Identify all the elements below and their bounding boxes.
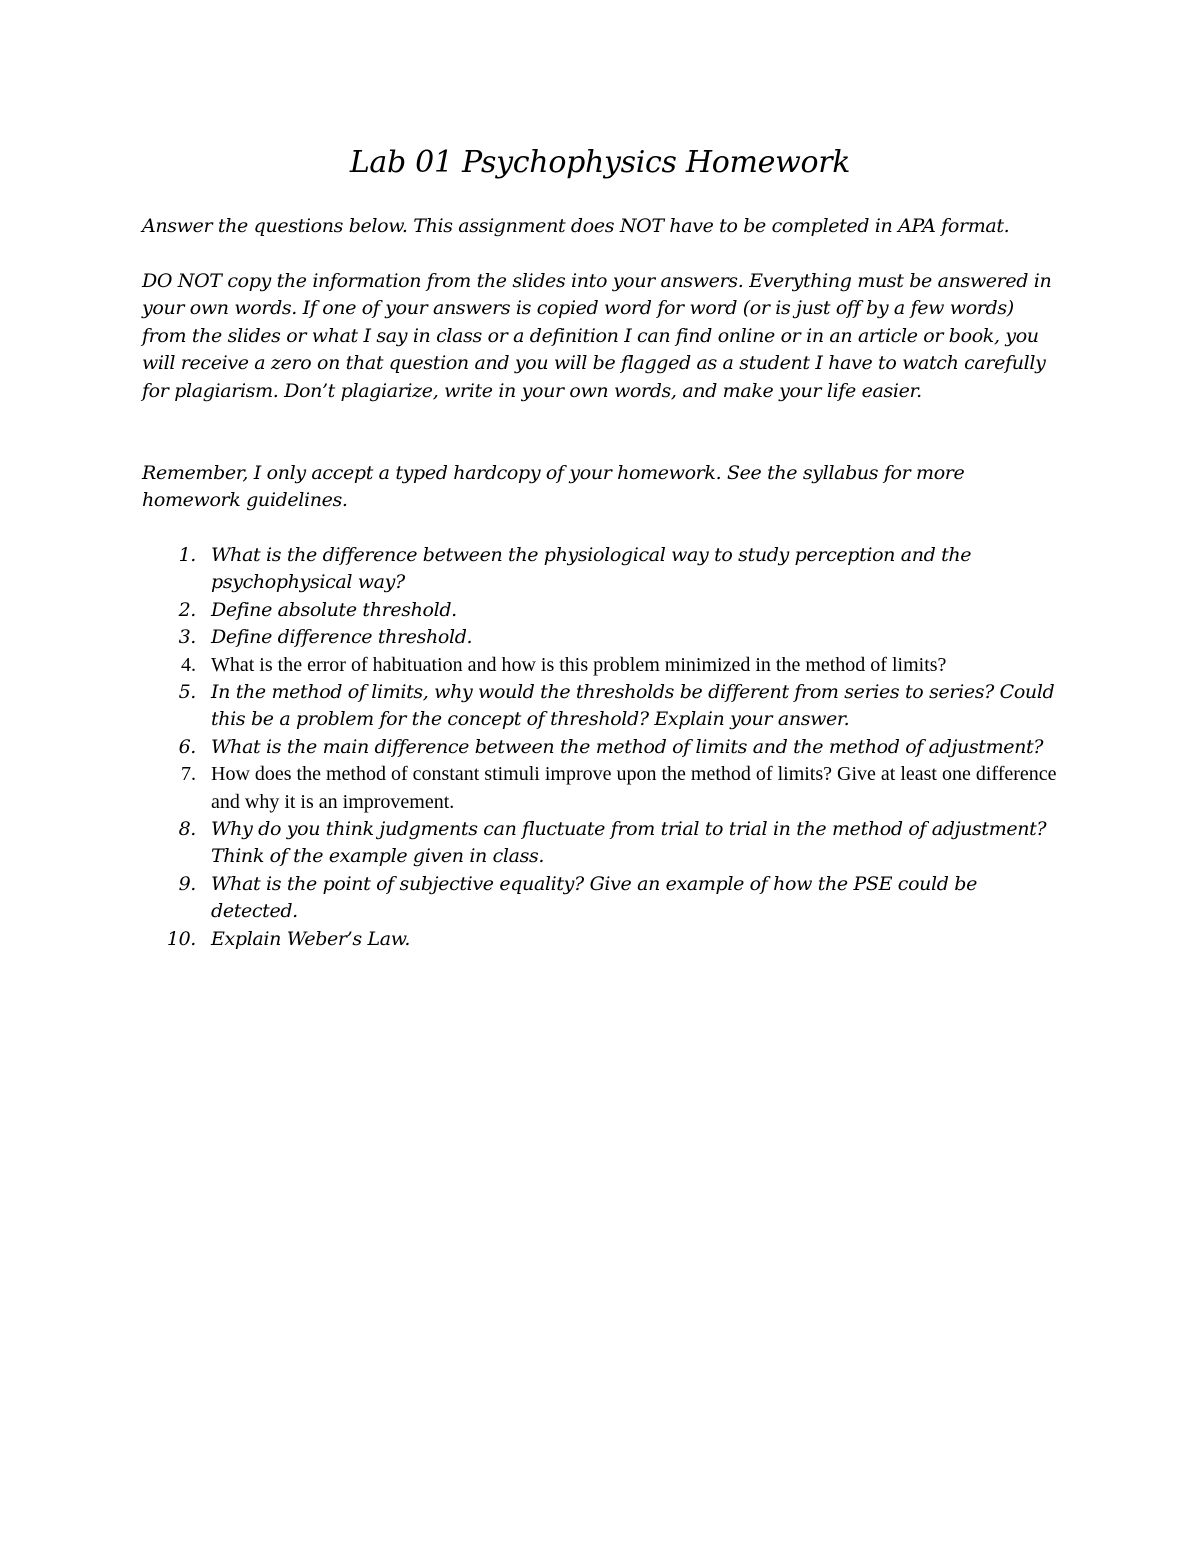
question-item	[142, 734, 1060, 761]
question-item	[142, 542, 1060, 597]
instructions-paragraph: Answer the questions below. This assignment does NOT have to be completed in APA format.	[142, 215, 1010, 237]
question-number: 9.	[178, 872, 196, 895]
question-text: What is the difference between the physiological way to study perception and the psychophysical way?	[211, 544, 972, 594]
question-number: 5.	[178, 681, 196, 704]
question-text: Define absolute threshold.	[211, 598, 457, 621]
question-text: What is the point of subjective equality? Give an example of how the PSE could be detected.	[211, 872, 977, 923]
question-item	[142, 679, 1060, 734]
question-number: 1.	[178, 544, 196, 566]
document-title: Lab 01 Psychophysics Homework	[349, 145, 851, 180]
question-item	[142, 816, 1060, 871]
question-text: How does the method of constant stimuli improve upon the method of limits? Give at least one difference and why it is an improvement.	[211, 763, 1057, 813]
submission-reminder-paragraph: Remember, I only accept a typed hardcopy of your homework. See the syllabus for more homework guidelines.	[142, 462, 965, 512]
question-text: Why do you think judgments can fluctuate from trial to trial in the method of adjustment? Think of the example given in class.	[211, 818, 1047, 868]
question-number: 4.	[181, 653, 196, 676]
question-text: What is the error of habituation and how is this problem minimized in the method of limits?	[211, 653, 947, 676]
question-text: In the method of limits, why would the thresholds be different from series to series? Could this be a problem for the concept of threshold? Explain your answer.	[211, 681, 1055, 731]
question-item	[142, 624, 1060, 651]
question-number: 2.	[178, 598, 196, 621]
question-item	[142, 652, 1060, 679]
question-number: 8.	[178, 818, 196, 841]
question-item	[142, 871, 1060, 926]
question-item	[142, 926, 1060, 953]
question-text: Define difference threshold.	[211, 626, 473, 649]
question-text: What is the main difference between the method of limits and the method of adjustment?	[211, 735, 1044, 758]
question-text: Explain Weber’s Law.	[211, 927, 411, 950]
question-number: 3.	[178, 626, 196, 649]
question-list	[142, 542, 1060, 953]
question-item	[142, 597, 1060, 624]
question-item	[142, 761, 1060, 816]
question-number: 10.	[166, 927, 196, 950]
question-number: 7.	[181, 763, 196, 786]
question-number: 6.	[178, 735, 196, 758]
plagiarism-warning-paragraph: DO NOT copy the information from the slides into your answers. Everything must be answered in your own words. If one of your answers is copied word for word (or is just off by a few words) from the slides or what I say in class or a definition I can find online or in an article or book, you will receive a zero on that question and you will be flagged as a student I have to watch carefully for plagiarism. Don’t plagiarize, write in your own words, and make your life easier.	[142, 270, 1052, 402]
